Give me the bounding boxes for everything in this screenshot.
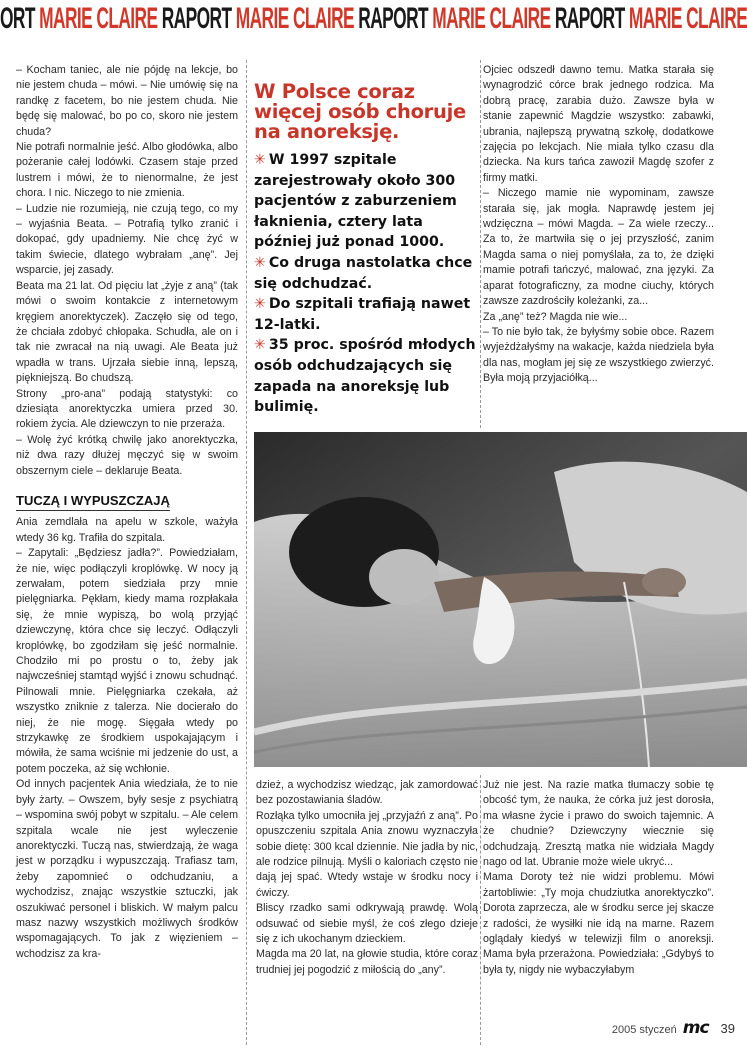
paragraph: Już nie jest. Na razie matka tłumaczy sobie tę obcość tym, że nauka, że córka już jest dorosła, ma własne życie i prawo do swoich tajemnic. A że chudnie? Dziewczyny wiecznie się odchudzają. Zresztą matka nie widziała Magdy nago od lat. Ubranie może wiele ukryć...: [483, 779, 714, 869]
pull-quote-item: ✳ W 1997 szpitale zarejestrowały około 300 pacjentów z zaburzeniem łaknienia, cztery lata później już ponad 1000.: [254, 152, 457, 251]
asterisk-icon: ✳: [254, 152, 266, 168]
paragraph: Nie potrafi normalnie jeść. Albo głodówka, albo pożeranie całej lodówki. Czasem staje przed lustrem i mówi, że to nienormalne, że jest chora. I nic. Niczego to nie zmienia.: [16, 141, 238, 200]
paragraph: Ojciec odszedł dawno temu. Matka starała się wynagrodzić córce brak jednego rodzica. Ma dobrą pracę, zarabia dużo. Zawsze była w stanie zapewnić Magdzie wszystko: zabawki, ubrania, najlepszą prywatną szkołę, dodatkowe zajęcia po lekcjach. Nie miała tylko czasu dla dziecka. Na kurs tańca zawoził Magdę szofer z firmy matki.: [483, 64, 714, 184]
article-column-3: [483, 63, 714, 387]
paragraph: Bliscy rzadko sami odkrywają prawdę. Wolą odsuwać od siebie myśl, że coś złego dzieje się z ich ukochanym dzieckiem.: [256, 902, 478, 946]
banner-segment: RAPORT: [554, 2, 629, 35]
article-column-3-bottom: [483, 778, 714, 978]
pull-quote-list: [254, 150, 476, 418]
asterisk-icon: ✳: [254, 254, 266, 271]
paragraph: Od innych pacjentek Ania wiedziała, że to nie były żarty. – Owszem, były sesje z psychiatrą – wspomina swój pobyt w szpitalu. – Ale celem szpitala wcale nie jest wyleczenie anorektyczki. Tuczą nas, stwierdzają, że waga jest w porządku i wypuszczają. Trafiasz tam, żeby zapomnieć o odchudzaniu, a wychodzisz, znając wszystkie sztuczki, jak oszukiwać personel i bliskich. W małym palcu masz nazwy wszystkich możliwych środków wspomagających. To jak z więzieniem – wchodzisz za kra-: [16, 778, 238, 960]
brand-logo: mc: [682, 1018, 709, 1038]
paragraph: Ania zemdlała na apelu w szkole, ważyła wtedy 36 kg. Trafiła do szpitala.: [16, 516, 238, 544]
banner-segment: MARIE CLAIRE: [235, 2, 359, 35]
paragraph: – Kocham taniec, ale nie pójdę na lekcje, bo nie jestem chuda – mówi. – Nie umówię się na randkę z facetem, bo nie jestem chuda. Nie będę się malować, bo po co, skoro nie jestem chuda?: [16, 64, 238, 138]
banner-segment: RAPORT: [161, 2, 236, 35]
asterisk-icon: ✳: [254, 296, 266, 313]
paragraph: – Wolę żyć krótką chwilę jako anorektyczka, niż dwa razy dłużej męczyć się w swoim obszernym ciele – deklaruje Beata.: [16, 433, 238, 477]
paragraph: Rozłąka tylko umocniła jej „przyjaźń z aną”. Po opuszczeniu szpitala Ania znowu wyznaczyła sobie dietę: 300 kcal dziennie. Nie jadła by nic, ale rodzice pilnują. Myśli o kaloriach często nie dają jej spać. Wtedy wstaje w środku nocy i ćwiczy.: [256, 809, 478, 899]
hospital-photo: [254, 432, 747, 767]
article-column-2-bottom: [256, 778, 478, 978]
paragraph: dzież, a wychodzisz wiedząc, jak zamordować bez pozostawiania śladów.: [256, 779, 478, 807]
pull-quote-item: ✳ 35 proc. spośród młodych osób odchudzających się zapada na anoreksję lub bulimię.: [254, 337, 476, 416]
header-banner: [0, 0, 747, 38]
section-heading: TUCZĄ I WYPUSZCZAJĄ: [16, 493, 170, 511]
column-divider: [480, 60, 481, 428]
pull-quote: [254, 82, 476, 418]
paragraph: Mama Doroty też nie widzi problemu. Mówi żartobliwie: „Ty moja chudziutka anorektyczko”. Dorota zaprzecza, ale w środku serce jej skacze z radości, że wysiłki nie idą na marne. Razem oglądały kiedyś w telewizji film o anoreksji. Mama była przerażona. Powiedziała: „Gdybyś to była ty, nigdy nie wybaczyłabym: [483, 871, 714, 976]
page-footer: [612, 1018, 735, 1038]
asterisk-icon: ✳: [254, 337, 266, 354]
paragraph: Magda ma 20 lat, na głowie studia, które coraz trudniej jej pogodzić z miłością do „any”.: [256, 948, 478, 976]
banner-segment: MARIE CLAIRE: [628, 2, 747, 35]
pull-quote-title: W Polsce coraz więcej osób choruje na anoreksję.: [254, 80, 466, 143]
banner-segment: MARIE CLAIRE: [39, 2, 162, 35]
paragraph: – Niczego mamie nie wypominam, zawsze starała się, jak mogła. Naprawdę jestem jej wdzięczna – mówi Magda. – Za wiele rzeczy... Za to, że martwiła się o jej przyszłość, zanim Magda sama o niej pomyślała, za to, że dzięki mamie potrafi tańczyć, malować, zna języki. Za aparat fotograficzny, za modne ciuchy, których zawsze zazdrościły koleżanki, za...: [483, 187, 714, 308]
paragraph: Za „anę” też? Magda nie wie...: [483, 310, 628, 323]
paragraph: Strony „pro-ana” podają statystyki: co dziesiąta anorektyczka umiera przed 30. rokiem życia. Ale dziewczyn to nie przeraża.: [16, 387, 238, 431]
column-divider: [246, 60, 247, 1045]
column-divider: [480, 775, 481, 1045]
paragraph: – Ludzie nie rozumieją, nie czują tego, co my – wyjaśnia Beata. – Potrafią tylko zranić i dokopać, gdy upadniemy. Nie chcę żyć w takim świecie, dlatego wybrałam „anę”. Jej wsparcie, jej zasady.: [16, 202, 238, 277]
paragraph: – To nie było tak, że byłyśmy sobie obce. Razem wyjeżdżałyśmy na wakacje, każda niedziela była dla nas, mogłam jej się ze wszystkiego zwierzyć. Była moją przyjaciółką...: [483, 325, 714, 385]
issue-date: 2005 styczeń: [611, 1024, 677, 1036]
banner-segment: RAPORT: [358, 2, 433, 35]
paragraph: Beata ma 21 lat. Od pięciu lat „żyje z aną” (tak mówi o swoim kontakcie z internetowym kręgiem anorektyczek). Zaczęło się od tego, że chciała zdobyć chłopaka. Schudła, ale on i tak nie zwracał na nią uwagi. Ale Beata już wpadła w trans. Ujrzała siebie inną, lepszą, piękniejszą. Bo chudszą.: [16, 279, 238, 385]
banner-segment: MARIE CLAIRE: [432, 2, 555, 35]
hospital-patient-image: [254, 432, 747, 767]
banner-segment: ORT: [0, 2, 40, 35]
pull-quote-item: ✳ Co druga nastolatka chce się odchudzać.: [254, 254, 473, 292]
article-column-1: [16, 63, 238, 962]
page-number: 39: [720, 1021, 735, 1036]
pull-quote-item: ✳ Do szpitali trafiają nawet 12-latki.: [254, 296, 471, 333]
paragraph: – Zapytali: „Będziesz jadła?”. Powiedziałam, że nie, więc podłączyli kroplówkę. W nocy ją zerwałam, potem siedziała przy mnie pielęgniarka. Pękłam, kiedy mama rozpłakała się, że mnie wypiszą, bo wolą przyjąć dziewczynę, która chce się leczyć. Odłączyli kroplówkę, bo zgodziłam się jeść normalnie. Chodziło mi po prostu o to, żeby jak najwcześniej stamtąd wyjść i znowu schudnąć. Pilnowali mnie. Pielęgniarka czekała, aż wszystko zniknie z talerza. Nie docierało do niej, że nie mogę. Sięgała wtedy po strzykawkę ze środkiem uspokajającym i mówiła, że sama wciśnie mi jedzenie do ust, a potem poczeka, aż się wchłonie.: [16, 547, 238, 775]
